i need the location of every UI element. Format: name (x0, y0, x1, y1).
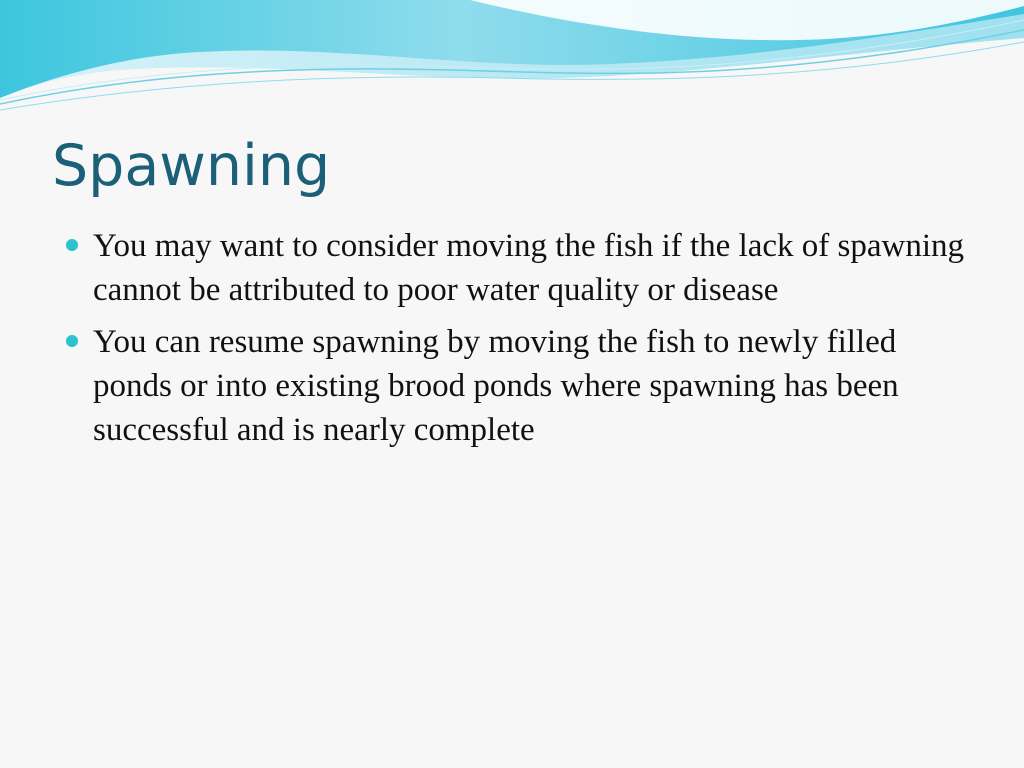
bullet-list (62, 224, 982, 460)
bullet-item (62, 224, 982, 312)
bullet-dot-icon (66, 239, 78, 251)
slide-title: Spawning (52, 133, 331, 199)
bullet-text: You may want to consider moving the fish if the lack of spawning cannot be attributed to poor water quality or disease (93, 228, 965, 308)
wave-header-graphic (0, 0, 1024, 120)
bullet-dot-icon (66, 335, 78, 347)
bullet-item (62, 320, 982, 452)
bullet-text: You can resume spawning by moving the fish to newly filled ponds or into existing brood ponds where spawning has been successful and is nearly complete (93, 324, 899, 448)
